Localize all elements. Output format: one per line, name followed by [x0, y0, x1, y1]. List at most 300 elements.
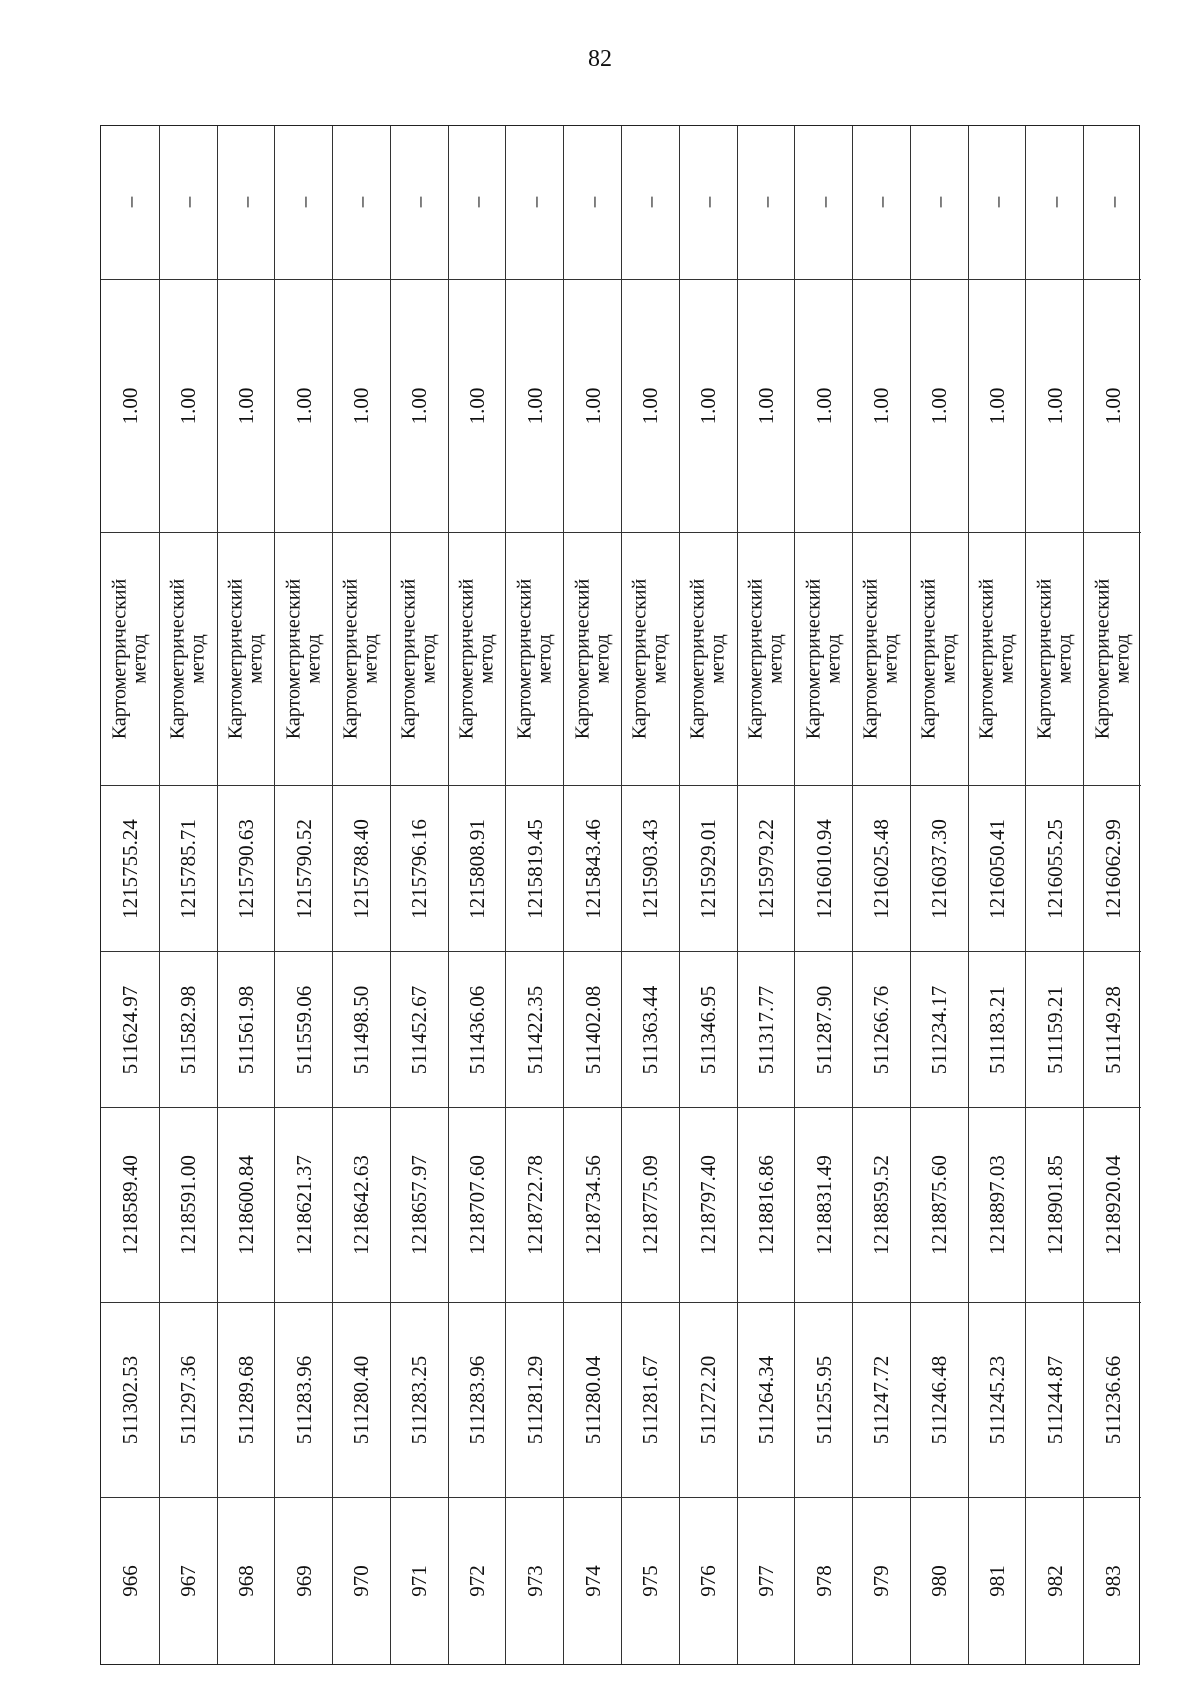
y1-value: 1218621.37 [291, 1154, 316, 1255]
cell-y2 [506, 785, 563, 952]
x2-value: 511498.50 [349, 985, 374, 1074]
accuracy-value: 1.00 [811, 387, 836, 425]
y1-value: 1218657.97 [407, 1154, 432, 1255]
cell-accuracy [101, 279, 159, 532]
x1-value: 511264.34 [753, 1355, 778, 1445]
num-value: 983 [1100, 1565, 1125, 1597]
method-text [110, 579, 149, 739]
x2-value: 511183.21 [985, 985, 1010, 1074]
y1-value: 1218734.56 [580, 1154, 605, 1255]
cell-y1 [911, 1107, 968, 1302]
cell-x1 [564, 1302, 621, 1497]
cell-y2 [853, 785, 910, 952]
num-value: 967 [176, 1565, 201, 1597]
note-value: – [117, 196, 142, 207]
cell-method [738, 532, 795, 785]
cell-note [911, 124, 968, 279]
method-line1: Картометрический [917, 578, 940, 740]
note-value: – [985, 196, 1010, 207]
method-line2: метод [763, 634, 786, 684]
cell-x1 [1026, 1302, 1083, 1497]
method-text [859, 578, 902, 740]
cell-note [795, 124, 852, 279]
note-value: – [696, 196, 721, 207]
cell-y2 [218, 785, 275, 952]
accuracy-value: 1.00 [1100, 387, 1125, 425]
note-value: – [176, 196, 201, 207]
x2-value: 511582.98 [176, 985, 201, 1074]
note-value: – [927, 196, 952, 207]
method-text [1093, 579, 1132, 739]
cell-y2 [911, 785, 968, 952]
method-text [397, 578, 440, 740]
accuracy-value: 1.00 [291, 387, 316, 425]
cell-num [680, 1497, 737, 1664]
note-value: – [1100, 196, 1125, 207]
note-value: – [638, 196, 663, 207]
cell-num [391, 1497, 448, 1664]
method-line1: Картометрический [1033, 578, 1056, 740]
method-line2: метод [532, 634, 555, 684]
cell-x2 [391, 951, 448, 1106]
cell-method [622, 532, 679, 785]
method-line1: Картометрический [628, 578, 651, 740]
method-line2: метод [821, 634, 844, 684]
table-row [910, 126, 968, 1664]
cell-accuracy [333, 279, 390, 532]
accuracy-value: 1.00 [638, 387, 663, 425]
cell-x1 [160, 1302, 217, 1497]
cell-num [333, 1497, 390, 1664]
cell-x1 [795, 1302, 852, 1497]
num-value: 973 [522, 1565, 547, 1597]
x2-value: 511363.44 [638, 985, 663, 1074]
accuracy-value: 1.00 [1042, 387, 1067, 425]
cell-method [564, 532, 621, 785]
cell-accuracy [218, 279, 275, 532]
x1-value: 511302.53 [117, 1355, 142, 1445]
cell-num [911, 1497, 968, 1664]
x2-value: 511452.67 [407, 985, 432, 1074]
x2-value: 511317.77 [753, 985, 778, 1074]
accuracy-value: 1.00 [696, 387, 721, 425]
cell-x1 [622, 1302, 679, 1497]
cell-note [853, 124, 910, 279]
cell-accuracy [449, 279, 506, 532]
y2-value: 1215790.63 [233, 818, 258, 919]
y1-value: 1218797.40 [696, 1154, 721, 1255]
method-line2: метод [590, 634, 613, 684]
method-text [457, 579, 496, 739]
cell-x2 [738, 951, 795, 1106]
cell-note [1026, 124, 1083, 279]
cell-num [622, 1497, 679, 1664]
method-line2: метод [127, 634, 150, 684]
cell-y1 [1084, 1107, 1141, 1302]
y2-value: 1215979.22 [753, 818, 778, 919]
note-value: – [869, 196, 894, 207]
table-row [448, 126, 506, 1664]
cell-x2 [680, 951, 737, 1106]
cell-accuracy [160, 279, 217, 532]
table-row [101, 126, 159, 1664]
table-row [217, 126, 275, 1664]
accuracy-value: 1.00 [117, 387, 142, 425]
x1-value: 511272.20 [696, 1355, 721, 1445]
cell-y1 [853, 1107, 910, 1302]
accuracy-value: 1.00 [407, 387, 432, 425]
cell-x1 [738, 1302, 795, 1497]
cell-y1 [449, 1107, 506, 1302]
table-row [679, 126, 737, 1664]
table-row [1025, 126, 1083, 1664]
method-line2: метод [301, 634, 324, 684]
y2-value: 1215843.46 [580, 818, 605, 919]
cell-x1 [391, 1302, 448, 1497]
y2-value: 1215929.01 [696, 818, 721, 919]
cell-num [449, 1497, 506, 1664]
cell-accuracy [795, 279, 852, 532]
cell-accuracy [853, 279, 910, 532]
cell-x2 [1026, 951, 1083, 1106]
cell-x2 [275, 951, 332, 1106]
y2-value: 1215755.24 [117, 818, 142, 919]
cell-accuracy [911, 279, 968, 532]
cell-x2 [853, 951, 910, 1106]
y1-value: 1218707.60 [465, 1154, 490, 1255]
cell-num [853, 1497, 910, 1664]
table-row [274, 126, 332, 1664]
y1-value: 1218775.09 [638, 1154, 663, 1255]
num-value: 974 [580, 1565, 605, 1597]
x1-value: 511283.96 [291, 1355, 316, 1445]
cell-method [391, 532, 448, 785]
cell-y2 [1084, 785, 1141, 952]
cell-x2 [969, 951, 1026, 1106]
method-line2: метод [648, 634, 671, 684]
cell-y1 [275, 1107, 332, 1302]
accuracy-value: 1.00 [349, 387, 374, 425]
cell-num [795, 1497, 852, 1664]
cell-note [160, 124, 217, 279]
cell-x1 [506, 1302, 563, 1497]
method-text [573, 579, 612, 739]
note-value: – [233, 196, 258, 207]
table-row [332, 126, 390, 1664]
cell-y1 [738, 1107, 795, 1302]
cell-x2 [564, 951, 621, 1106]
x1-value: 511289.68 [233, 1355, 258, 1445]
method-line2: метод [706, 634, 729, 684]
cell-accuracy [506, 279, 563, 532]
x2-value: 511561.98 [233, 985, 258, 1074]
cell-y1 [795, 1107, 852, 1302]
cell-method [101, 532, 159, 785]
cell-num [1084, 1497, 1141, 1664]
cell-accuracy [680, 279, 737, 532]
cell-note [564, 124, 621, 279]
x2-value: 511624.97 [117, 985, 142, 1074]
x1-value: 511297.36 [176, 1355, 201, 1445]
cell-y1 [391, 1107, 448, 1302]
cell-y2 [333, 785, 390, 952]
cell-x2 [1084, 951, 1141, 1106]
method-text [515, 579, 554, 739]
cell-y1 [1026, 1107, 1083, 1302]
cell-x2 [101, 951, 159, 1106]
note-value: – [580, 196, 605, 207]
x1-value: 511255.95 [811, 1355, 836, 1445]
cell-num [738, 1497, 795, 1664]
cell-x1 [680, 1302, 737, 1497]
num-value: 981 [985, 1565, 1010, 1597]
x2-value: 511287.90 [811, 985, 836, 1074]
method-text [166, 578, 209, 740]
method-line1: Картометрический [513, 578, 536, 740]
y2-value: 1215819.45 [522, 818, 547, 919]
y2-value: 1216025.48 [869, 818, 894, 919]
cell-x1 [969, 1302, 1026, 1497]
cell-note [622, 124, 679, 279]
cell-y1 [564, 1107, 621, 1302]
method-line1: Картометрический [166, 578, 189, 740]
cell-accuracy [391, 279, 448, 532]
x1-value: 511281.29 [522, 1355, 547, 1445]
cell-accuracy [1026, 279, 1083, 532]
cell-method [795, 532, 852, 785]
coordinates-table [100, 125, 1140, 1665]
cell-note [333, 124, 390, 279]
x2-value: 511266.76 [869, 985, 894, 1074]
cell-accuracy [275, 279, 332, 532]
method-line1: Картометрический [282, 578, 305, 740]
y1-value: 1218831.49 [811, 1154, 836, 1255]
y2-value: 1215903.43 [638, 818, 663, 919]
cell-y2 [449, 785, 506, 952]
method-text [284, 579, 323, 739]
num-value: 976 [696, 1565, 721, 1597]
x1-value: 511247.72 [869, 1355, 894, 1445]
note-value: – [349, 196, 374, 207]
cell-note [391, 124, 448, 279]
method-line2: метод [475, 634, 498, 684]
cell-y1 [680, 1107, 737, 1302]
method-line1: Картометрический [686, 578, 709, 740]
cell-note [275, 124, 332, 279]
y1-value: 1218859.52 [869, 1154, 894, 1255]
y1-value: 1218600.84 [233, 1154, 258, 1255]
method-text [686, 578, 729, 740]
cell-y1 [160, 1107, 217, 1302]
cell-accuracy [1084, 279, 1141, 532]
cell-num [160, 1497, 217, 1664]
cell-note [101, 124, 159, 279]
method-line1: Картометрический [397, 578, 420, 740]
cell-x1 [275, 1302, 332, 1497]
num-value: 975 [638, 1565, 663, 1597]
method-line2: метод [1052, 634, 1075, 684]
method-line1: Картометрический [224, 578, 247, 740]
table-row [794, 126, 852, 1664]
accuracy-value: 1.00 [465, 387, 490, 425]
cell-y2 [969, 785, 1026, 952]
cell-method [969, 532, 1026, 785]
method-line2: метод [879, 634, 902, 684]
y1-value: 1218591.00 [176, 1154, 201, 1255]
cell-y1 [506, 1107, 563, 1302]
note-value: – [753, 196, 778, 207]
x1-value: 511281.67 [638, 1355, 663, 1445]
cell-y2 [564, 785, 621, 952]
table-row [621, 126, 679, 1664]
table-row [563, 126, 621, 1664]
y2-value: 1216055.25 [1042, 818, 1067, 919]
cell-method [449, 532, 506, 785]
cell-method [911, 532, 968, 785]
cell-y1 [622, 1107, 679, 1302]
cell-x2 [795, 951, 852, 1106]
method-line2: метод [417, 634, 440, 684]
method-line2: метод [243, 634, 266, 684]
cell-y2 [795, 785, 852, 952]
cell-x1 [1084, 1302, 1141, 1497]
method-text [746, 579, 785, 739]
cell-note [969, 124, 1026, 279]
accuracy-value: 1.00 [522, 387, 547, 425]
cell-accuracy [969, 279, 1026, 532]
method-text [977, 579, 1016, 739]
cell-num [218, 1497, 275, 1664]
y1-value: 1218722.78 [522, 1154, 547, 1255]
method-line2: метод [995, 634, 1018, 684]
cell-note [218, 124, 275, 279]
cell-x2 [333, 951, 390, 1106]
y1-value: 1218920.04 [1100, 1154, 1125, 1255]
cell-note [1084, 124, 1141, 279]
method-line1: Картометрический [802, 578, 825, 740]
num-value: 968 [233, 1565, 258, 1597]
y2-value: 1216062.99 [1100, 818, 1125, 919]
table-row [1083, 126, 1141, 1664]
cell-method [160, 532, 217, 785]
cell-num [1026, 1497, 1083, 1664]
x2-value: 511346.95 [696, 985, 721, 1074]
y1-value: 1218642.63 [349, 1154, 374, 1255]
accuracy-value: 1.00 [580, 387, 605, 425]
method-line2: метод [1110, 634, 1133, 684]
cell-accuracy [622, 279, 679, 532]
cell-accuracy [738, 279, 795, 532]
y2-value: 1215785.71 [176, 818, 201, 919]
accuracy-value: 1.00 [753, 387, 778, 425]
note-value: – [291, 196, 316, 207]
cell-num [969, 1497, 1026, 1664]
y1-value: 1218816.86 [753, 1154, 778, 1255]
method-text [628, 578, 671, 740]
num-value: 972 [465, 1565, 490, 1597]
x2-value: 511559.06 [291, 985, 316, 1074]
cell-x1 [333, 1302, 390, 1497]
y1-value: 1218897.03 [985, 1154, 1010, 1255]
cell-x1 [218, 1302, 275, 1497]
cell-method [218, 532, 275, 785]
x1-value: 511283.25 [407, 1355, 432, 1445]
note-value: – [465, 196, 490, 207]
method-line1: Картометрический [108, 578, 131, 740]
cell-x1 [449, 1302, 506, 1497]
cell-method [853, 532, 910, 785]
table-row [159, 126, 217, 1664]
accuracy-value: 1.00 [927, 387, 952, 425]
y2-value: 1216010.94 [811, 818, 836, 919]
cell-x2 [449, 951, 506, 1106]
cell-x2 [160, 951, 217, 1106]
note-value: – [1042, 196, 1067, 207]
x1-value: 511246.48 [927, 1355, 952, 1445]
table-row [968, 126, 1026, 1664]
cell-method [1084, 532, 1141, 785]
num-value: 982 [1042, 1565, 1067, 1597]
method-line1: Картометрический [744, 578, 767, 740]
cell-x2 [911, 951, 968, 1106]
method-text [1035, 579, 1074, 739]
accuracy-value: 1.00 [985, 387, 1010, 425]
cell-accuracy [564, 279, 621, 532]
method-text [339, 578, 382, 740]
cell-note [506, 124, 563, 279]
method-line1: Картометрический [1091, 578, 1113, 740]
x1-value: 511244.87 [1042, 1355, 1067, 1445]
x2-value: 511149.28 [1100, 985, 1125, 1074]
x2-value: 511234.17 [927, 985, 952, 1074]
method-line1: Картометрический [571, 578, 593, 740]
table-row [390, 126, 448, 1664]
table-row [852, 126, 910, 1664]
num-value: 969 [291, 1565, 316, 1597]
cell-y2 [275, 785, 332, 952]
note-value: – [811, 196, 836, 207]
cell-x2 [506, 951, 563, 1106]
num-value: 980 [927, 1565, 952, 1597]
table-row [737, 126, 795, 1664]
y1-value: 1218901.85 [1042, 1154, 1067, 1255]
x1-value: 511245.23 [985, 1355, 1010, 1445]
accuracy-value: 1.00 [869, 387, 894, 425]
num-value: 978 [811, 1565, 836, 1597]
cell-note [680, 124, 737, 279]
method-line2: метод [186, 634, 209, 684]
cell-y1 [969, 1107, 1026, 1302]
cell-y1 [333, 1107, 390, 1302]
cell-y2 [738, 785, 795, 952]
cell-note [449, 124, 506, 279]
cell-y2 [101, 785, 159, 952]
method-line1: Картометрический [859, 578, 882, 740]
cell-note [738, 124, 795, 279]
num-value: 977 [753, 1565, 778, 1597]
y2-value: 1215796.16 [407, 818, 432, 919]
cell-y1 [101, 1107, 159, 1302]
cell-y2 [622, 785, 679, 952]
cell-y1 [218, 1107, 275, 1302]
accuracy-value: 1.00 [233, 387, 258, 425]
cell-method [333, 532, 390, 785]
cell-x1 [911, 1302, 968, 1497]
method-line2: метод [359, 634, 382, 684]
cell-y2 [160, 785, 217, 952]
cell-num [101, 1497, 159, 1664]
note-value: – [522, 196, 547, 207]
